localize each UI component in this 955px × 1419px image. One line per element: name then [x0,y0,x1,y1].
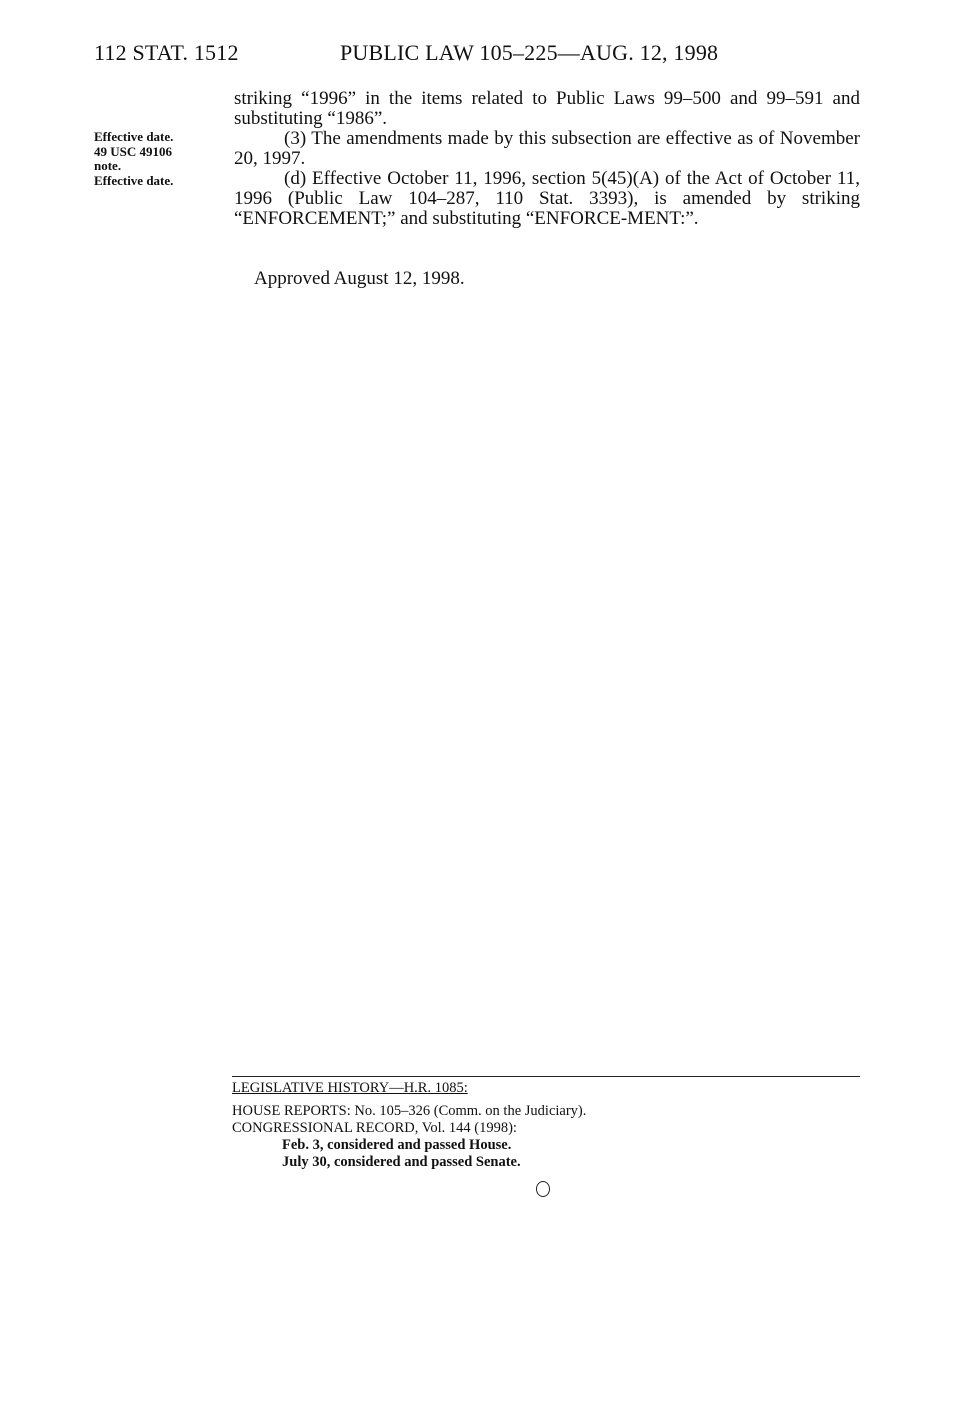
history-heading: LEGISLATIVE HISTORY—H.R. 1085: [232,1080,468,1096]
body-paragraph: striking “1996” in the items related to Public Laws 99–500 and 99–591 and substituting “1986”. [234,88,860,129]
congressional-record: CONGRESSIONAL RECORD, Vol. 144 (1998): [232,1120,517,1136]
history-action: Feb. 3, considered and passed House. [282,1137,512,1153]
stat-page-number: 112 STAT. 1512 [94,40,239,65]
law-title: PUBLIC LAW 105–225—AUG. 12, 1998 [340,40,719,65]
house-reports: HOUSE REPORTS: No. 105–326 (Comm. on the Judiciary). [232,1103,587,1119]
margin-note: Effective date. [94,172,174,188]
body-paragraph: (3) The amendments made by this subsection are effective as of November 20, 1997. [234,128,860,169]
margin-note: Effective date. [94,129,174,144]
end-of-law-circle-icon [536,1181,550,1197]
legislative-history [232,1080,860,1171]
history-divider [232,1076,860,1077]
body-paragraph: (d) Effective October 11, 1996, section 5(45)(A) of the Act of October 11, 1996 (Public Law 104–287, 110 Stat. 3393), is amended by striking “ENFORCEMENT;” and substituting “ENFORCE-MENT:”. [234,168,860,229]
history-action: July 30, considered and passed Senate. [282,1154,521,1170]
margin-note: note. [94,158,122,173]
statute-body [234,89,860,229]
margin-notes [94,130,224,188]
margin-note: 49 USC 49106 [94,143,173,159]
approval-line: Approved August 12, 1998. [254,268,465,289]
